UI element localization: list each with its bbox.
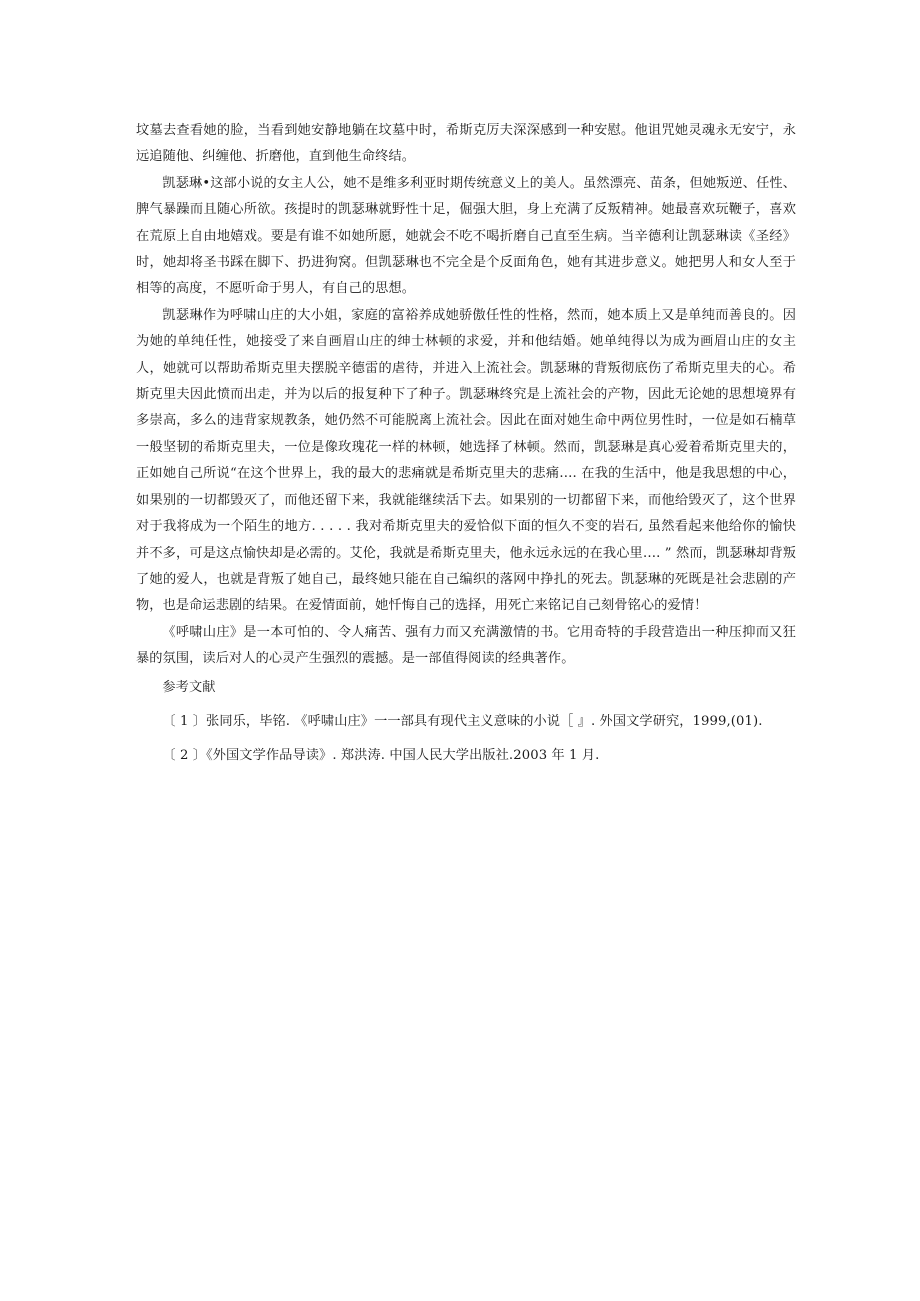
paragraph-catherine-character: 凯瑟琳•这部小说的女主人公，她不是维多利亚时期传统意义上的美人。虽然漂亮、苗条，但她叛逆、任性、脾气暴躁而且随心所欲。孩提时的凯瑟琳就野性十足，倔强大胆，身上充满了反叛精神。她最喜欢玩鞭子，喜欢在荒原上自由地嬉戏。要是有谁不如她所愿，她就会不吃不喝折磨自己直至生病。当辛德利让凯瑟琳读《圣经》时，她却将圣书踩在脚下、扔进狗窝。但凯瑟琳也不完全是个反面角色，她有其进步意义。她把男人和女人至于相等的高度，不愿听命于男人，有自己的思想。	[136, 175, 796, 297]
references-heading: 参考文献	[162, 679, 216, 695]
paragraph-continuation: 坟墓去查看她的脸，当看到她安静地躺在坟墓中时，希斯克厉夫深深感到一种安慰。他诅咒她灵魂永无安宁，永远追随他、纠缠他、折磨他，直到他生命终结。	[136, 123, 796, 165]
document-body	[136, 118, 796, 770]
reference-item-2: 〔 2 〕《外国文学作品导读》. 郑洪涛. 中国人民大学出版社.2003 年 1 月.	[162, 748, 600, 764]
paragraph-conclusion: 《呼啸山庄》是一本可怕的、令人痛苦、强有力而又充满激情的书。它用奇特的手段营造出一种压抑而又狂暴的氛围，读后对人的心灵产生强烈的震撼。是一部值得阅读的经典著作。	[136, 624, 796, 667]
reference-item-1: 〔 1 〕张同乐，毕铭. 《呼啸山庄》一一部具有现代主义意味的小说［ 』. 外国文学研究，1999,(01).	[162, 713, 763, 729]
paragraph-catherine-choice: 凯瑟琳作为呼啸山庄的大小姐，家庭的富裕养成她骄傲任性的性格，然而，她本质上又是单纯而善良的。因为她的单纯任性，她接受了来自画眉山庄的绅士林顿的求爱，并和他结婚。她单纯得以为成为画眉山庄的女主人，她就可以帮助希斯克里夫摆脱辛德雷的虐待，并进入上流社会。凯瑟琳的背叛彻底伤了希斯克里夫的心。希斯克里夫因此愤而出走，并为以后的报复种下了种子。凯瑟琳终究是上流社会的产物，因此无论她的思想境界有多崇高，多么的违背家规教条，她仍然不可能脱离上流社会。因此在面对她生命中两位男性时，一位是如石楠草一般坚韧的希斯克里夫，一位是像玫瑰花一样的林顿，她选择了林顿。然而，凯瑟琳是真心爱着希斯克里夫的，正如她自己所说“在这个世界上，我的最大的悲痛就是希斯克里夫的悲痛…. 在我的生活中，他是我思想的中心，如果别的一切都毁灭了，而他还留下来，我就能继续活下去。如果别的一切都留下来，而他给毁灭了，这个世界对于我将成为一个陌生的地方. . . . . 我对希斯克里夫的爱恰似下面的恒久不变的岩石, 虽然看起来他给你的愉快并不多，可是这点愉快却是必需的。艾伦，我就是希斯克里夫，他永远永远的在我心里…. ” 然而，凯瑟琳却背叛了她的爱人，也就是背叛了她自己，最终她只能在自己编织的落网中挣扎的死去。凯瑟琳的死既是社会悲剧的产物，也是命运悲剧的结果。在爱情面前，她忏悔自己的选择，用死亡来铭记自己刻骨铭心的爱情！	[136, 307, 796, 614]
